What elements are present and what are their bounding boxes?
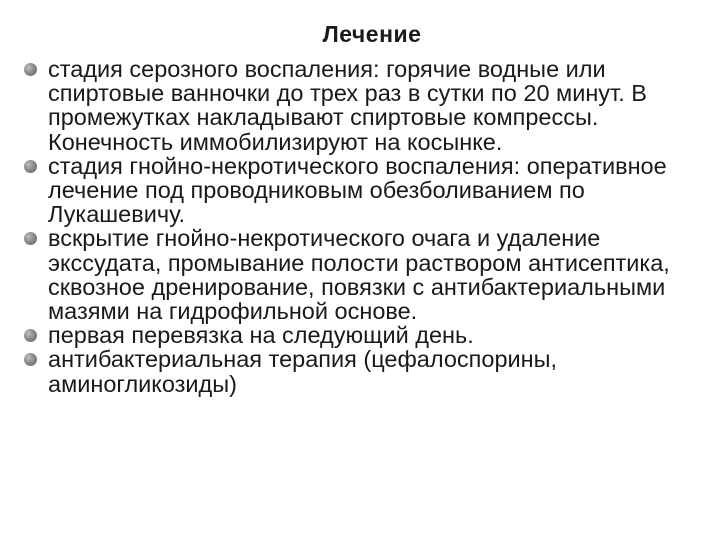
list-item-text: стадия гнойно-некротического воспаления: оперативное лечение под проводниковым обезболиванием по Лукашевичу. <box>48 152 667 228</box>
bullet-icon <box>24 232 37 245</box>
slide-title: Лечение <box>322 21 422 47</box>
bullet-icon <box>24 329 37 342</box>
bullet-icon <box>24 160 37 173</box>
bullet-list <box>24 57 704 396</box>
list-item-text: стадия серозного воспаления: горячие водные или спиртовые ванночки до трех раз в сутки по 20 минут. В промежутках накладывают спиртовые компрессы. Конечность иммобилизируют на косынке. <box>48 56 647 155</box>
list-item <box>24 154 704 227</box>
list-item <box>24 323 704 347</box>
list-item <box>24 226 704 323</box>
list-item-text: антибактериальная терапия (цефалоспорины, аминогликозиды) <box>48 346 558 397</box>
bullet-icon <box>24 353 37 366</box>
list-item <box>24 347 704 395</box>
bullet-icon <box>24 63 37 76</box>
list-item-text: первая перевязка на следующий день. <box>48 322 474 349</box>
list-item-text: вскрытие гнойно-некротического очага и удаление экссудата, промывание полости раствором антисептика, сквозное дренирование, повязки с антибактериальными мазями на гидрофильной основе. <box>48 225 670 325</box>
list-item <box>24 57 704 154</box>
